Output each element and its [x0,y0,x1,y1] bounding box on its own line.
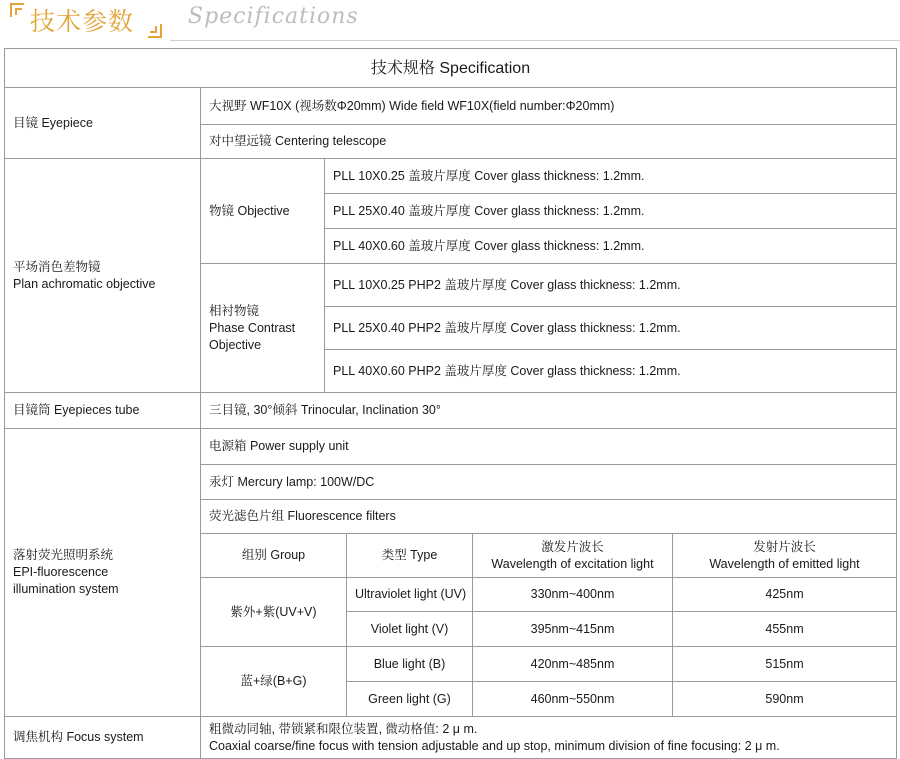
epi-label-en: EPI-fluorescence [13,565,109,579]
phase-objective-label [201,264,325,393]
filter-type: Ultraviolet light (UV) [347,578,473,612]
phase-label-en: Objective [209,337,262,352]
filter-type: Blue light (B) [347,647,473,682]
group-name: 蓝+绿(B+G) [201,647,347,717]
emission-header-en: Wavelength of emitted light [709,556,860,571]
mercury-lamp: 汞灯 Mercury lamp: 100W/DC [201,465,897,500]
eyepiece-item: 对中望远镜 Centering telescope [201,125,897,159]
section-header [0,0,900,40]
spec-table [4,48,897,759]
objective-item: PLL 10X0.25 盖玻片厚度 Cover glass thickness: 1.2mm. [325,159,897,194]
phase-label-en: Phase Contrast [209,320,296,335]
corner-ornament-icon [148,24,162,38]
excitation-value: 460nm~550nm [473,682,673,717]
excitation-value: 330nm~400nm [473,578,673,612]
plan-label-en: Plan achromatic objective [13,276,156,291]
plan-objective-label [5,159,201,393]
epi-label-en: illumination system [13,582,119,596]
phase-item: PLL 40X0.60 PHP2 盖玻片厚度 Cover glass thickness: 1.2mm. [325,350,897,393]
table-title-row [5,49,897,88]
header-divider [170,40,900,41]
excitation-value: 420nm~485nm [473,647,673,682]
emission-header [673,534,897,578]
emission-value: 590nm [673,682,897,717]
power-supply: 电源箱 Power supply unit [201,429,897,465]
type-header: 类型 Type [347,534,473,578]
excitation-header-cn: 激发片波长 [541,539,604,554]
group-header: 组别 Group [201,534,347,578]
table-row [5,159,897,194]
filter-type: Violet light (V) [347,612,473,647]
excitation-header [473,534,673,578]
fluorescence-filters: 荧光滤色片组 Fluorescence filters [201,500,897,534]
emission-value: 515nm [673,647,897,682]
objective-label: 物镜 Objective [201,159,325,264]
emission-value: 455nm [673,612,897,647]
tube-label: 目镜筒 Eyepieces tube [5,393,201,429]
section-title-cn: 技术参数 [30,7,135,36]
plan-label-cn: 平场消色差物镜 [13,259,101,274]
objective-item: PLL 25X0.40 盖玻片厚度 Cover glass thickness: 1.2mm. [325,194,897,229]
phase-label-cn: 相衬物镜 [209,303,260,318]
filter-type: Green light (G) [347,682,473,717]
table-row [5,429,897,465]
epi-label-cn: 落射荧光照明系统 [13,548,114,562]
phase-item: PLL 25X0.40 PHP2 盖玻片厚度 Cover glass thickness: 1.2mm. [325,307,897,350]
focus-label: 调焦机构 Focus system [5,717,201,759]
excitation-value: 395nm~415nm [473,612,673,647]
focus-line-en: Coaxial coarse/fine focus with tension adjustable and up stop, minimum division of fine focusing: 2 μ m. [209,738,780,753]
excitation-header-en: Wavelength of excitation light [491,556,654,571]
corner-ornament-icon [10,3,24,17]
table-row [5,88,897,125]
eyepiece-label: 目镜 Eyepiece [5,88,201,159]
tube-value: 三目镜, 30°倾斜 Trinocular, Inclination 30° [201,393,897,429]
focus-value [201,717,897,759]
objective-item: PLL 40X0.60 盖玻片厚度 Cover glass thickness: 1.2mm. [325,229,897,264]
emission-header-cn: 发射片波长 [753,539,816,554]
section-title-en: Specifications [188,4,359,29]
group-name: 紫外+紫(UV+V) [201,578,347,647]
focus-line-cn: 粗微动同轴, 带锁紧和限位装置, 微动格值: 2 μ m. [209,721,478,736]
phase-item: PLL 10X0.25 PHP2 盖玻片厚度 Cover glass thickness: 1.2mm. [325,264,897,307]
table-title: 技术规格 Specification [5,49,897,88]
emission-value: 425nm [673,578,897,612]
eyepiece-item: 大视野 WF10X (视场数Φ20mm) Wide field WF10X(field number:Φ20mm) [201,88,897,125]
table-row [5,717,897,759]
epi-label [5,429,201,717]
table-row [5,393,897,429]
